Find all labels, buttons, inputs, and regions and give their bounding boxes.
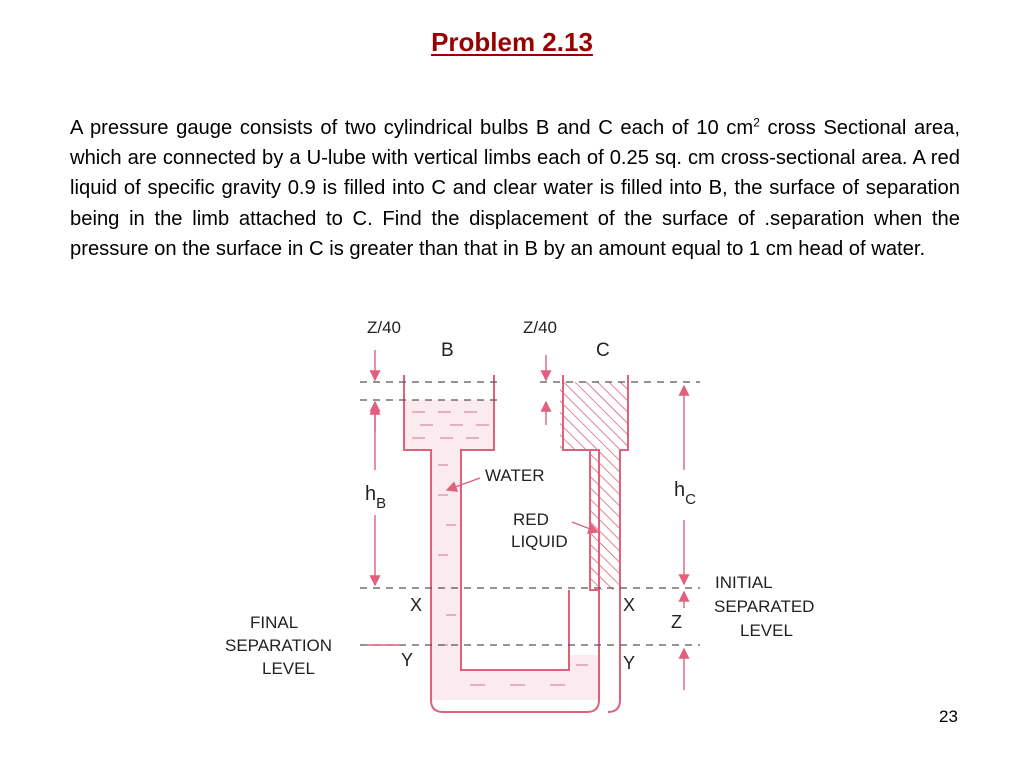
- problem-text-part1: A pressure gauge consists of two cylindrical bulbs B and C each of 10 cm: [70, 117, 754, 139]
- x-left-label: X: [410, 595, 423, 615]
- water-label: WATER: [485, 466, 545, 485]
- final-separation-level-line3: LEVEL: [262, 659, 315, 678]
- final-separation-level-line2: SEPARATION: [225, 636, 333, 655]
- problem-text-part2: cross Sectional area, which are connected by a U-lube with vertical limbs each of 0.25 sq. cm cross-sectional area. A red liquid of specific gravity 0.9 is filled into C and clear water is filled into B, the surface of separation being in the limb attached to C. Find the displacement of the surface of .separation when the pressure on the surface in C is greater than that in B by an amount equal to 1 cm head of water.: [70, 117, 960, 260]
- u-tube-pressure-gauge-diagram: [218, 308, 843, 718]
- final-separation-level-line1: FINAL: [250, 613, 299, 632]
- hc-label: $h_C$: [674, 479, 696, 508]
- z40-left-label: Z/40: [367, 318, 402, 337]
- red-liquid-label-1: RED: [513, 510, 549, 529]
- bulb-b-label: B: [441, 340, 454, 361]
- red-liquid-label-2: LIQUID: [511, 532, 568, 551]
- slide-number: 23: [939, 707, 958, 726]
- slide-title: Problem 2.13: [431, 27, 593, 57]
- bulb-c-label: C: [596, 340, 610, 361]
- y-left-label: Y: [401, 650, 414, 670]
- initial-separated-level-line2: SEPARATED: [714, 597, 815, 616]
- red-liquid-fill: [560, 382, 628, 590]
- z-label: Z: [671, 612, 682, 632]
- superscript-2: 2: [753, 115, 760, 130]
- problem-statement: [70, 113, 960, 264]
- z40-right-label: Z/40: [523, 318, 558, 337]
- hb-label: $h_B$: [365, 483, 387, 512]
- y-right-label: Y: [623, 653, 636, 673]
- initial-separated-level-line3: LEVEL: [740, 621, 793, 640]
- figure-labels: [225, 318, 814, 678]
- initial-separated-level-line1: INITIAL: [715, 573, 773, 592]
- x-right-label: X: [623, 595, 636, 615]
